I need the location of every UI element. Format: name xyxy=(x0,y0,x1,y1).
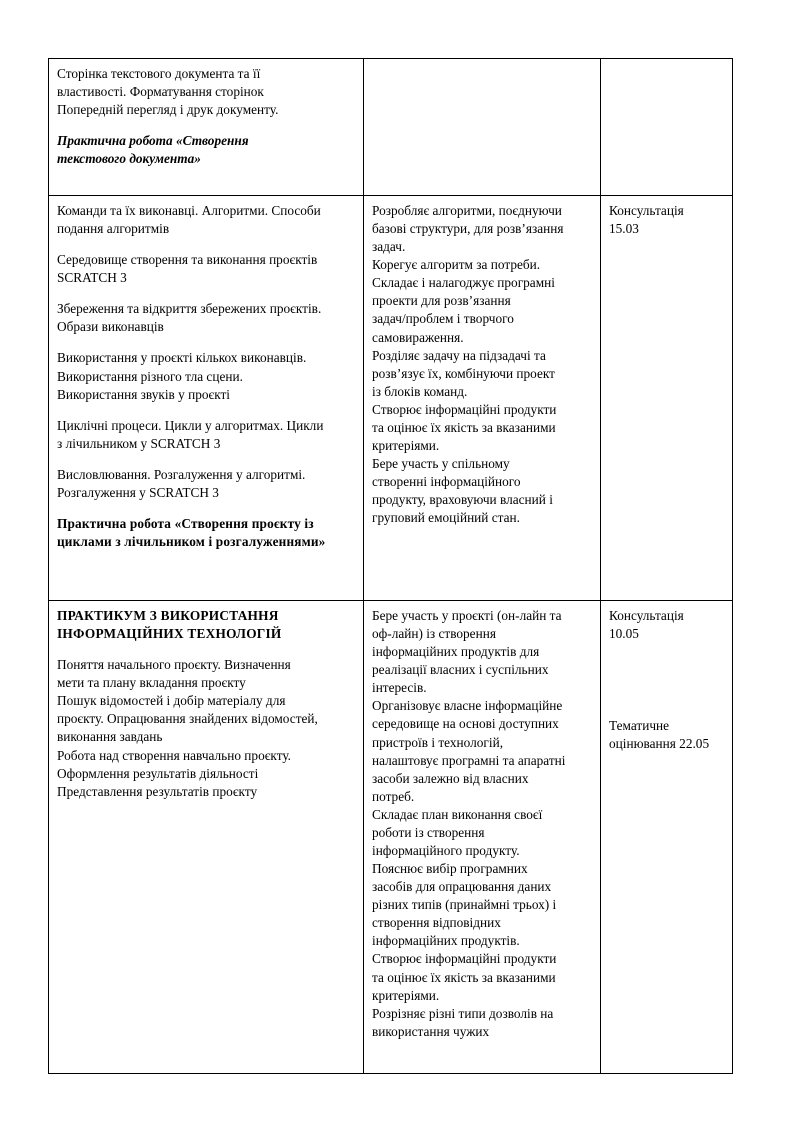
cell-outcome xyxy=(364,59,601,196)
paragraph xyxy=(372,202,592,527)
text-line: базові структури, для розв’язання xyxy=(372,221,564,237)
text-line: Представлення результатів проєкту xyxy=(57,783,258,799)
text-line: засоби залежно від власних xyxy=(372,770,529,786)
paragraph xyxy=(372,607,592,1041)
paragraph xyxy=(57,466,355,502)
cell-topic xyxy=(49,196,364,601)
text-line: задач/проблем і творчого xyxy=(372,311,514,327)
text-line: Консультація xyxy=(609,608,684,623)
text-line: циклами з лічильником і розгалуженнями» xyxy=(57,534,326,550)
text-line: Організовує власне інформаційне xyxy=(372,698,563,714)
text-line: задач. xyxy=(372,239,406,255)
text-line: властивості. Форматування сторінок xyxy=(57,84,264,100)
text-line: Консультація xyxy=(609,203,684,218)
outcome-content xyxy=(372,202,592,527)
text-line: Розгалуження у SCRATCH 3 xyxy=(57,484,219,500)
paragraph xyxy=(57,300,355,336)
paragraph xyxy=(609,202,724,238)
text-line: Сторінка текстового документа та її xyxy=(57,66,261,81)
text-line: Складає і налагоджує програмні xyxy=(372,275,555,291)
cell-outcome xyxy=(364,601,601,1074)
text-line: із блоків команд. xyxy=(372,383,468,399)
text-line: інформаційних продуктів для xyxy=(372,644,540,660)
text-line: використання чужих xyxy=(372,1023,490,1039)
paragraph xyxy=(609,607,724,643)
text-line: подання алгоритмів xyxy=(57,221,170,237)
text-line: потреб. xyxy=(372,788,415,804)
text-line: виконання завдань xyxy=(57,729,163,745)
text-line: оф-лайн) із створення xyxy=(372,626,496,642)
paragraph xyxy=(57,132,355,168)
text-line: Бере участь у проєкті (он-лайн та xyxy=(372,608,562,623)
text-line: різних типів (принаймні трьох) і xyxy=(372,897,557,913)
text-line: Розробляє алгоритми, поєднуючи xyxy=(372,203,562,218)
text-line: Команди та їх виконавці. Алгоритми. Способи xyxy=(57,203,321,218)
table-row xyxy=(49,196,733,601)
assessment-content xyxy=(609,202,724,238)
text-line: Розділяє задачу на підзадачі та xyxy=(372,347,546,363)
text-line: SCRATCH 3 xyxy=(57,270,127,286)
text-line: 15.03 xyxy=(609,221,639,237)
text-line: Корегує алгоритм за потреби. xyxy=(372,257,541,273)
text-line: середовище на основі доступних xyxy=(372,716,559,732)
text-line: критеріями. xyxy=(372,987,440,1003)
table-row xyxy=(49,601,733,1074)
paragraph xyxy=(57,515,355,551)
text-line: Збереження та відкриття збережених проєктів. xyxy=(57,301,322,317)
paragraph xyxy=(57,607,355,643)
text-line: Оформлення результатів діяльності xyxy=(57,765,259,781)
cell-topic xyxy=(49,601,364,1074)
text-line: Тематичне xyxy=(609,718,670,734)
text-line: Висловлювання. Розгалуження у алгоритмі. xyxy=(57,466,306,482)
text-line: Робота над створення навчально проєкту. xyxy=(57,747,291,763)
text-line: оцінювання 22.05 xyxy=(609,736,710,752)
text-line: критеріями. xyxy=(372,438,440,454)
text-line: пристроїв і технологій, xyxy=(372,734,504,750)
text-line: Поняття начального проєкту. Визначення xyxy=(57,657,291,673)
text-line: Середовище створення та виконання проєктів xyxy=(57,252,318,268)
text-line: реалізації власних і суспільних xyxy=(372,662,549,678)
text-line: інтересів. xyxy=(372,680,427,696)
text-line: роботи із створення xyxy=(372,824,485,840)
text-line: розв’язує їх, комбінуючи проект xyxy=(372,365,555,381)
text-line: Практична робота «Створення xyxy=(57,133,249,149)
text-line: Бере участь у спільному xyxy=(372,456,510,472)
topic-content xyxy=(57,202,355,551)
paragraph xyxy=(57,202,355,238)
text-line: Розрізняє різні типи дозволів на xyxy=(372,1005,554,1021)
text-line: Використання різного тла сцени. xyxy=(57,368,243,384)
text-line: текстового документа» xyxy=(57,151,201,167)
assessment-content xyxy=(609,607,724,753)
text-line: налаштовує програмні та апаратні xyxy=(372,752,566,768)
text-line: створення відповідних xyxy=(372,915,501,931)
text-line: засобів для опрацювання даних xyxy=(372,879,552,895)
paragraph xyxy=(57,656,355,801)
cell-assessment xyxy=(601,601,733,1074)
outcome-content xyxy=(372,607,592,1041)
paragraph xyxy=(57,251,355,287)
curriculum-table-body xyxy=(49,59,733,1074)
text-line: Створює інформаційні продукти xyxy=(372,401,557,417)
text-line: інформаційного продукту. xyxy=(372,843,520,859)
text-line: продукту, враховуючи власний і xyxy=(372,492,553,508)
cell-assessment xyxy=(601,59,733,196)
cell-outcome xyxy=(364,196,601,601)
text-line: створенні інформаційного xyxy=(372,474,521,490)
text-line: з лічильником у SCRATCH 3 xyxy=(57,435,221,451)
paragraph xyxy=(57,65,355,119)
table-row xyxy=(49,59,733,196)
text-line: самовираження. xyxy=(372,329,464,345)
paragraph xyxy=(57,417,355,453)
paragraph xyxy=(57,349,355,403)
text-line: Пояснює вибір програмних xyxy=(372,861,528,877)
paragraph xyxy=(609,717,724,753)
cell-topic xyxy=(49,59,364,196)
text-line: груповий емоційний стан. xyxy=(372,510,520,526)
text-line: Практична робота «Створення проєкту із xyxy=(57,516,314,532)
text-line: ІНФОРМАЦІЙНИХ ТЕХНОЛОГІЙ xyxy=(57,626,282,642)
text-line: та оцінює їх якість за вказаними xyxy=(372,969,556,985)
text-line: Використання звуків у проєкті xyxy=(57,386,230,402)
text-line: Використання у проєкті кількох виконавців. xyxy=(57,350,307,366)
cell-assessment xyxy=(601,196,733,601)
text-line: 10.05 xyxy=(609,626,639,642)
topic-content xyxy=(57,65,355,168)
text-line: Складає план виконання своєї xyxy=(372,806,543,822)
topic-content xyxy=(57,607,355,801)
text-line: та оцінює їх якість за вказаними xyxy=(372,419,556,435)
text-line: Попередній перегляд і друк документу. xyxy=(57,102,279,118)
curriculum-table xyxy=(48,58,733,1074)
text-line: Створює інформаційні продукти xyxy=(372,951,557,967)
text-line: мети та плану вкладання проєкту xyxy=(57,675,246,691)
text-line: Образи виконавців xyxy=(57,319,164,335)
text-line: проєкту. Опрацювання знайдених відомостей, xyxy=(57,711,318,727)
text-line: Пошук відомостей і добір матеріалу для xyxy=(57,693,286,709)
text-line: інформаційних продуктів. xyxy=(372,933,520,949)
text-line: Циклічні процеси. Цикли у алгоритмах. Цикли xyxy=(57,417,324,433)
text-line: проекти для розв’язання xyxy=(372,293,511,309)
text-line: ПРАКТИКУМ З ВИКОРИСТАННЯ xyxy=(57,608,279,623)
